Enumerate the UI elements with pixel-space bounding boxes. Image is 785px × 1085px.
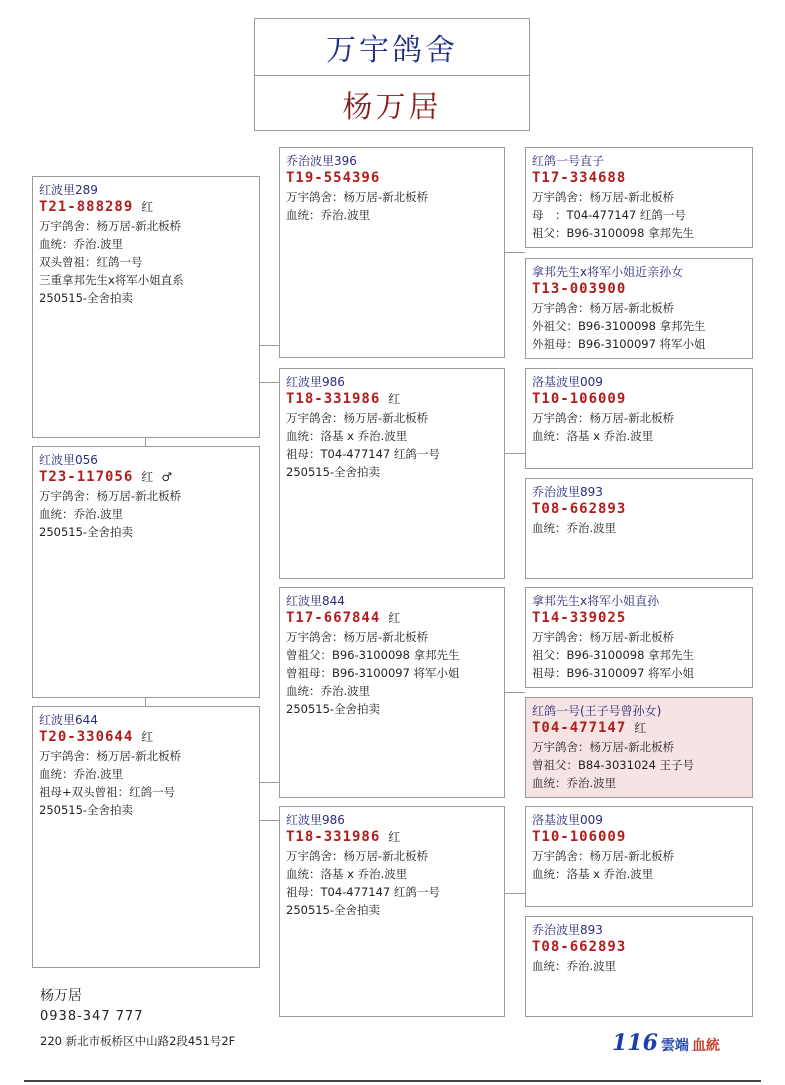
footer-phone: 0938-347 777 [40,1009,144,1024]
info-line: 曾祖父：B84-3031024 王子号 [532,758,695,772]
header-box [254,18,530,131]
pedigree-card-gg2 [525,258,753,359]
connector-line [260,345,279,346]
info-line: 血统：洛基 x 乔治.波里 [286,867,408,881]
info-line: 万宇鸽舍：杨万居-新北板桥 [286,849,429,863]
pigeon-name: 乔治波里396 [286,154,357,168]
info-line: 祖母：T04-477147 红鸽一号 [286,447,440,461]
pigeon-name: 红波里289 [39,183,98,197]
ring-number: T14-339025 [532,610,627,626]
info-line: 双头曾祖：红鸽一号 [39,255,143,269]
connector-line [260,782,279,783]
plumage-color: 红 [141,470,154,484]
ring-number: T20-330644 [39,729,134,745]
ring-line [532,169,746,188]
pedigree-card-gg6-highlighted [525,697,753,798]
info-line: 250515-全舍拍卖 [39,525,134,539]
pedigree-card-dam-sire [279,587,505,798]
pedigree-card-dam-dam [279,806,505,1017]
ring-number: T04-477147 [532,720,627,736]
ring-line [532,500,746,519]
info-line: 祖母+双头曾祖：红鸽一号 [39,785,176,799]
info-line: 祖父：B96-3100098 拿邦先生 [532,226,695,240]
pigeon-name: 红波里056 [39,453,98,467]
ring-number: T21-888289 [39,199,134,215]
pigeon-name: 洛基波里009 [532,813,603,827]
pigeon-name: 拿邦先生x将军小姐直孙 [532,594,660,608]
pedigree-card-gg3 [525,368,753,469]
plumage-color: 红 [388,611,401,625]
connector-line [260,382,279,383]
info-line: 万宇鸽舍：杨万居-新北板桥 [532,411,675,425]
pigeon-name: 红波里986 [286,375,345,389]
bottom-divider [24,1080,761,1082]
connector-line [145,438,146,446]
info-line: 外祖父：B96-3100098 拿邦先生 [532,319,706,333]
ring-number: T08-662893 [532,501,627,517]
connector-line [505,453,525,454]
pedigree-card-sire [32,176,260,438]
info-line: 血统：乔治.波里 [39,767,124,781]
info-line: 万宇鸽舍：杨万居-新北板桥 [532,740,675,754]
ring-line [286,390,498,409]
info-line: 血统：乔治.波里 [39,507,124,521]
sex-symbol: ♂ [161,470,173,484]
pigeon-name: 红鸽一号(王子号曾孙女) [532,704,662,718]
info-line: 250515-全舍拍卖 [286,903,381,917]
plumage-color: 红 [141,200,154,214]
pigeon-name: 红鸽一号直子 [532,154,605,168]
ring-line [286,828,498,847]
ring-number: T13-003900 [532,281,627,297]
pigeon-name: 红波里844 [286,594,345,608]
connector-line [505,893,525,894]
footer-owner-name: 杨万居 [40,988,82,1004]
info-line: 万宇鸽舍：杨万居-新北板桥 [286,190,429,204]
info-line: 万宇鸽舍：杨万居-新北板桥 [532,301,675,315]
plumage-color: 红 [388,830,401,844]
ring-line [532,609,746,628]
info-line: 万宇鸽舍：杨万居-新北板桥 [39,489,182,503]
info-line: 血统：乔治.波里 [286,684,371,698]
pigeon-name: 拿邦先生x将军小姐近亲孙女 [532,265,684,279]
info-line: 血统：洛基 x 乔治.波里 [286,429,408,443]
info-line: 血统：洛基 x 乔治.波里 [532,429,654,443]
pedigree-card-dam [32,706,260,968]
info-line: 250515-全舍拍卖 [39,803,134,817]
logo-number: 116 [612,1030,658,1056]
ring-number: T19-554396 [286,170,381,186]
logo-text-b: 血統 [691,1038,720,1054]
brand-logo [612,1030,720,1056]
info-line: 母 ：T04-477147 红鸽一号 [532,208,686,222]
info-line: 曾祖母：B96-3100097 将军小姐 [286,666,460,680]
ring-line [532,938,746,957]
info-line: 血统：乔治.波里 [532,521,617,535]
ring-number: T18-331986 [286,391,381,407]
pigeon-name: 洛基波里009 [532,375,603,389]
pedigree-card-gg1 [525,147,753,248]
info-line: 曾祖父：B96-3100098 拿邦先生 [286,648,460,662]
pedigree-card-subject [32,446,260,698]
pigeon-name: 乔治波里893 [532,923,603,937]
pedigree-card-gg7 [525,806,753,907]
info-line: 血统：乔治.波里 [39,237,124,251]
ring-number: T18-331986 [286,829,381,845]
info-line: 250515-全舍拍卖 [286,702,381,716]
info-line: 三重拿邦先生x将军小姐直系 [39,273,184,287]
ring-number: T17-334688 [532,170,627,186]
pedigree-card-gg4 [525,478,753,579]
pigeon-name: 乔治波里893 [532,485,603,499]
owner-title: 杨万居 [342,90,442,125]
info-line: 万宇鸽舍：杨万居-新北板桥 [286,411,429,425]
info-line: 万宇鸽舍：杨万居-新北板桥 [39,219,182,233]
connector-line [505,252,525,253]
pedigree-card-sire-sire [279,147,505,358]
ring-line [532,828,746,847]
footer-address: 220 新北市板桥区中山路2段451号2F [40,1034,236,1048]
info-line: 血统：乔治.波里 [532,776,617,790]
ring-number: T08-662893 [532,939,627,955]
ring-line [532,280,746,299]
connector-line [260,820,279,821]
info-line: 万宇鸽舍：杨万居-新北板桥 [286,630,429,644]
pigeon-name: 红波里986 [286,813,345,827]
connector-line [145,698,146,706]
ring-number: T23-117056 [39,469,134,485]
connector-line [505,692,525,693]
ring-number: T10-106009 [532,829,627,845]
info-line: 万宇鸽舍：杨万居-新北板桥 [532,190,675,204]
pedigree-card-sire-dam [279,368,505,579]
info-line: 血统：洛基 x 乔治.波里 [532,867,654,881]
pigeon-name: 红波里644 [39,713,98,727]
ring-line [532,719,746,738]
info-line: 外祖母：B96-3100097 将军小姐 [532,337,706,351]
pedigree-card-gg5 [525,587,753,688]
info-line: 祖父：B96-3100098 拿邦先生 [532,648,695,662]
pedigree-card-gg8 [525,916,753,1017]
info-line: 万宇鸽舍：杨万居-新北板桥 [532,849,675,863]
ring-line [39,728,253,747]
ring-number: T17-667844 [286,610,381,626]
ring-line [286,169,498,188]
ring-line [39,468,253,487]
plumage-color: 红 [634,721,647,735]
ring-number: T10-106009 [532,391,627,407]
logo-text-a: 雲端 [660,1038,689,1054]
info-line: 血统：乔治.波里 [532,959,617,973]
plumage-color: 红 [141,730,154,744]
plumage-color: 红 [388,392,401,406]
ring-line [286,609,498,628]
info-line: 血统：乔治.波里 [286,208,371,222]
info-line: 万宇鸽舍：杨万居-新北板桥 [532,630,675,644]
info-line: 250515-全舍拍卖 [39,291,134,305]
ring-line [532,390,746,409]
info-line: 祖母：B96-3100097 将军小姐 [532,666,695,680]
info-line: 祖母：T04-477147 红鸽一号 [286,885,440,899]
ring-line [39,198,253,217]
loft-title: 万宇鸽舍 [255,19,529,76]
info-line: 万宇鸽舍：杨万居-新北板桥 [39,749,182,763]
info-line: 250515-全舍拍卖 [286,465,381,479]
